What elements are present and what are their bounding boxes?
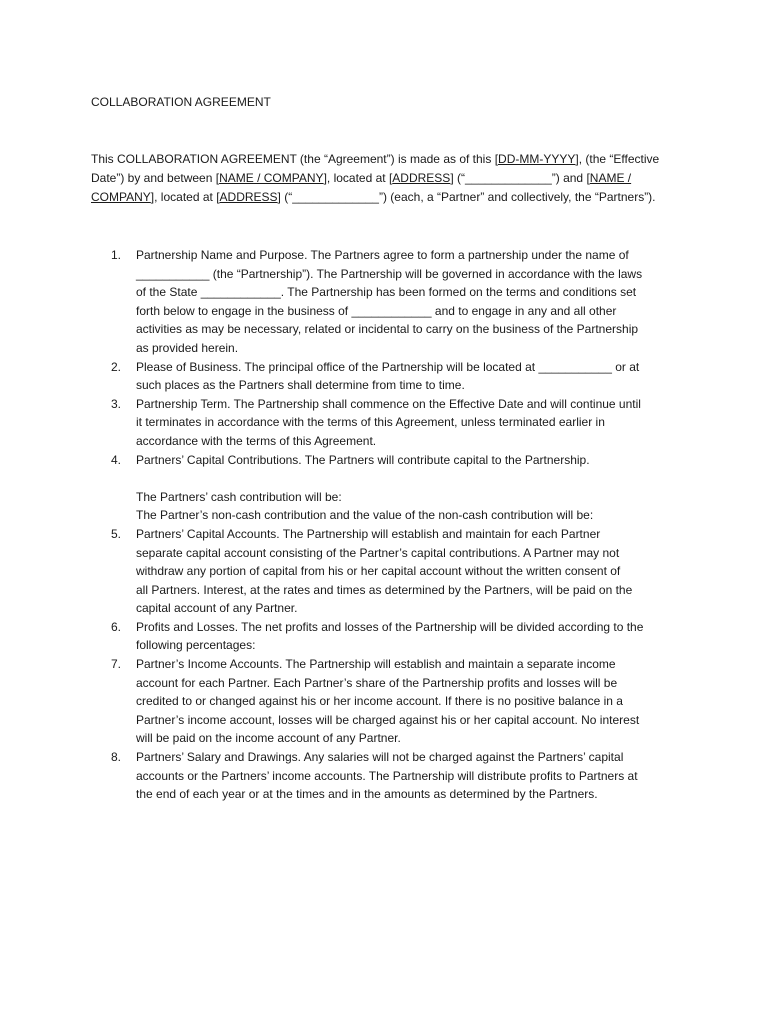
intro-line-2 — [91, 169, 683, 188]
bracket-close: ] — [575, 152, 579, 166]
clause-item — [91, 358, 691, 395]
intro-text: This COLLABORATION AGREEMENT (the “Agreement”) is made as of this — [91, 152, 495, 166]
clause-line: withdraw any portion of capital from his or her capital account without the written consent of — [136, 564, 621, 579]
clause-line: Partners’ Salary and Drawings. Any salaries will not be charged against the Partners’ capital — [136, 750, 624, 765]
intro-text: Date”) by and between — [91, 171, 216, 185]
clause-item — [91, 246, 691, 358]
clause-item — [91, 655, 691, 748]
clause-number: 6. — [111, 619, 122, 634]
clause-line: the end of each year or at the times and in the amounts as determined by the Partners. — [136, 787, 598, 802]
clause-line: such places as the Partners shall determine from time to time. — [136, 378, 465, 393]
clause-number: 5. — [111, 526, 122, 541]
clause-number: 8. — [111, 750, 122, 765]
intro-text: , located at — [154, 190, 217, 204]
clause-line: Partner’s Income Accounts. The Partnership will establish and maintain a separate income — [136, 657, 616, 672]
intro-line-3 — [91, 188, 683, 207]
clause-line: account for each Partner. Each Partner’s share of the Partnership profits and losses will be — [136, 675, 618, 690]
clause-item — [91, 618, 691, 655]
clause-line: activities as may be necessary, related or incidental to carry on the business of the Partnership — [136, 322, 639, 337]
intro-text: , (the “Effective — [578, 152, 660, 166]
clause-line: Partners’ Capital Accounts. The Partnership will establish and maintain for each Partner — [136, 526, 601, 541]
date-placeholder: DD-MM-YYYY — [498, 152, 576, 166]
numbered-clause-list — [91, 246, 691, 804]
clause-item — [91, 525, 691, 618]
clause-number: 2. — [111, 359, 122, 374]
intro-text: , located at — [326, 171, 389, 185]
bracket-close: ] — [150, 190, 155, 204]
clause-item — [91, 748, 691, 804]
intro-text: (“_____________”) and — [453, 171, 587, 185]
clause-line: Partners’ Capital Contributions. The Partners will contribute capital to the Partnership. — [136, 452, 590, 467]
clause-line: forth below to engage in the business of ____________ and to engage in any and all other — [136, 303, 617, 318]
bracket-open: [ — [388, 171, 393, 185]
bracket-open: [ — [215, 171, 220, 185]
clause-extra-line: The Partners’ cash contribution will be: — [136, 489, 342, 504]
clause-line: as provided herein. — [136, 340, 239, 355]
clause-number: 4. — [111, 452, 122, 467]
clause-line: accordance with the terms of this Agreement. — [136, 433, 377, 448]
clause-item — [91, 395, 691, 451]
clause-line: capital account of any Partner. — [136, 601, 298, 616]
clause-line: will be paid on the income account of any Partner. — [136, 731, 401, 746]
spacer — [136, 469, 691, 488]
address-placeholder: ADDRESS — [392, 171, 451, 185]
clause-line: accounts or the Partners’ income accounts. The Partnership will distribute profits to Partners at — [136, 768, 638, 783]
name-company-placeholder-part-b: COMPANY — [91, 190, 151, 204]
clause-line: it terminates in accordance with the terms of this Agreement, unless terminated earlier in — [136, 415, 605, 430]
clause-line: separate capital account consisting of the Partner’s capital contributions. A Partner may not — [136, 545, 620, 560]
clause-line: Partner’s income account, losses will be charged against his or her capital account. No interest — [136, 712, 640, 727]
bracket-close: ] — [323, 171, 327, 185]
clause-line: all Partners. Interest, at the rates and times as determined by the Partners, will be paid on the — [136, 582, 633, 597]
clause-line: following percentages: — [136, 638, 256, 653]
name-company-placeholder: NAME / COMPANY — [219, 171, 324, 185]
clause-line: credited to or changed against his or her income account. If there is no positive balance in a — [136, 694, 623, 709]
clause-item — [91, 451, 691, 525]
clause-line: Partnership Term. The Partnership shall commence on the Effective Date and will continue until — [136, 396, 641, 411]
intro-text: (“_____________”) (each, a “Partner” and collectively, the “Partners”). — [280, 190, 656, 204]
address-placeholder: ADDRESS — [219, 190, 278, 204]
clause-line: of the State ____________. The Partnership has been formed on the terms and conditions set — [136, 285, 637, 300]
clause-line: Partnership Name and Purpose. The Partners agree to form a partnership under the name of — [136, 248, 629, 262]
bracket-open: [ — [494, 152, 499, 166]
document-title: COLLABORATION AGREEMENT — [91, 95, 271, 109]
clause-line: ___________ (the “Partnership”). The Partnership will be governed in accordance with the laws — [136, 266, 643, 281]
clause-line: Profits and Losses. The net profits and losses of the Partnership will be divided according to the — [136, 619, 644, 634]
clause-extra-line: The Partner’s non-cash contribution and the value of the non-cash contribution will be: — [136, 508, 594, 523]
name-company-placeholder-part-a: NAME / — [589, 171, 632, 185]
bracket-close: ] — [450, 171, 454, 185]
bracket-open: [ — [586, 171, 590, 185]
clause-number: 1. — [111, 248, 122, 262]
clause-number: 3. — [111, 396, 122, 411]
bracket-close: ] — [277, 190, 281, 204]
intro-line-1 — [91, 150, 683, 169]
clause-line: Please of Business. The principal office of the Partnership will be located at ___________ or at — [136, 359, 640, 374]
clause-number: 7. — [111, 657, 122, 672]
intro-paragraph — [91, 150, 683, 207]
bracket-open: [ — [216, 190, 220, 204]
